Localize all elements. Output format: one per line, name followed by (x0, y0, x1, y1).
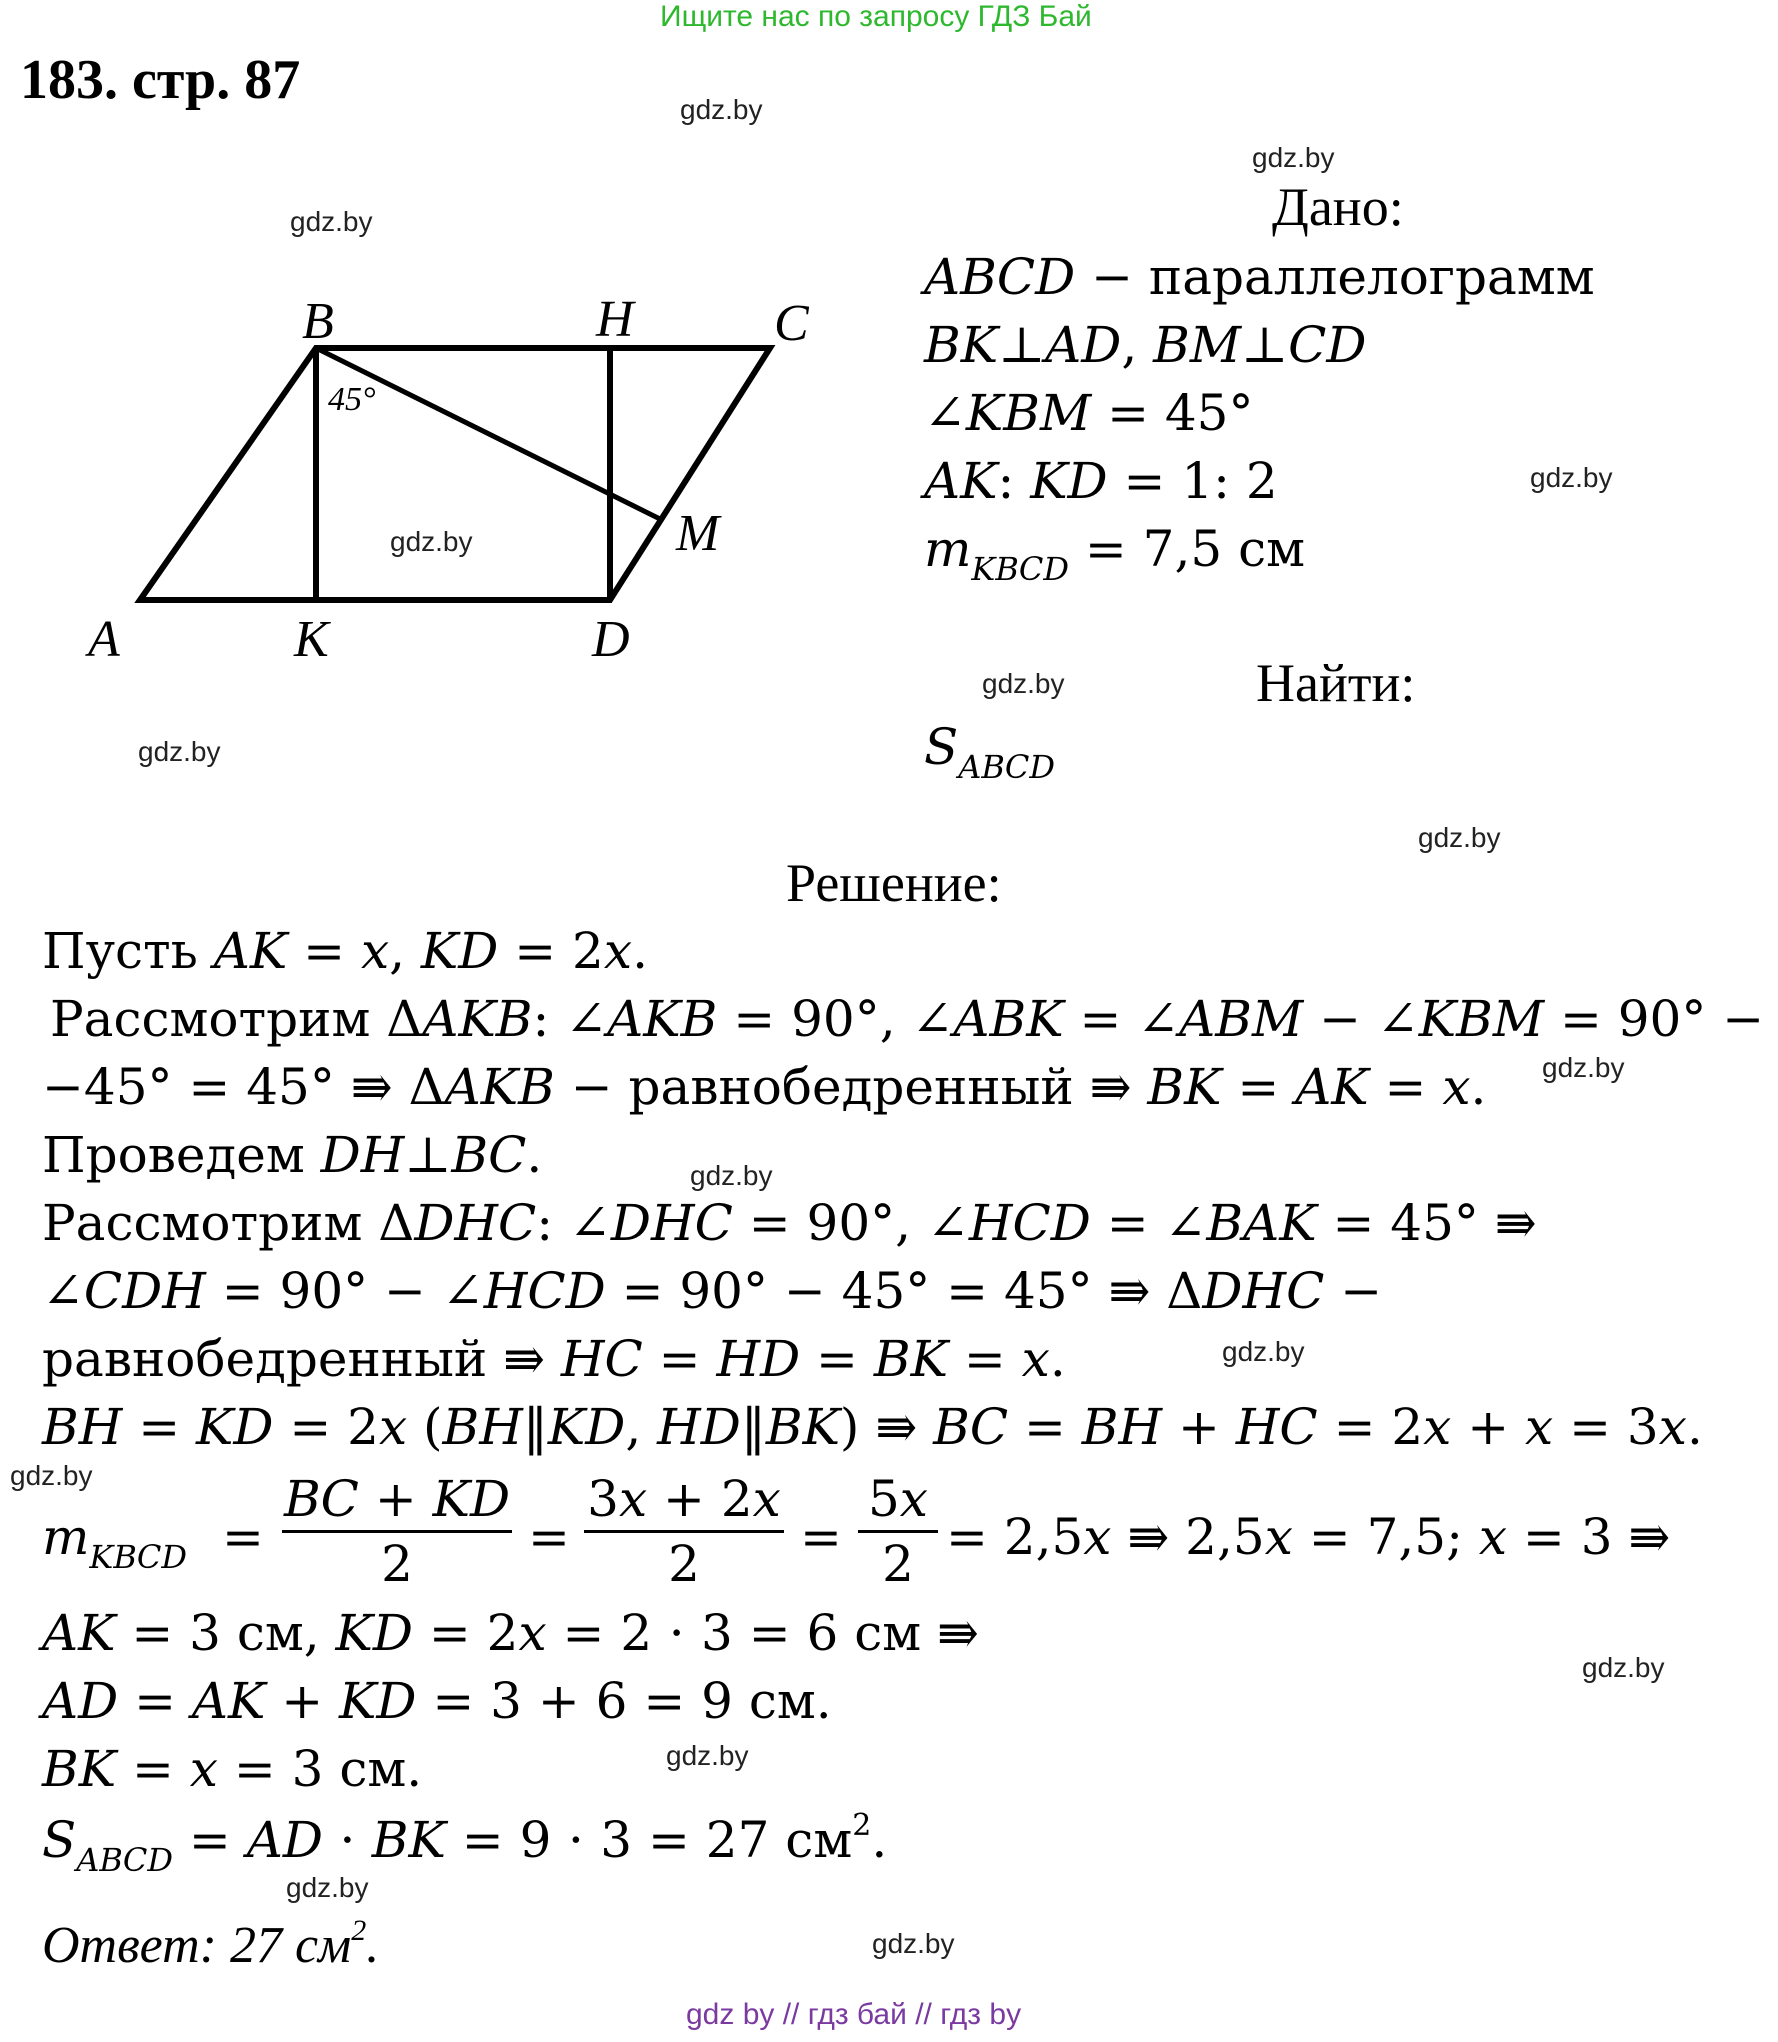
answer-end: . (366, 1917, 380, 1974)
watermark: gdz.by (872, 1928, 955, 1959)
m-subscript: 𝐾𝐵𝐶𝐷 (971, 550, 1069, 588)
parallelogram-figure (80, 280, 840, 680)
solution-line: 𝐵𝐾 = 𝑥 = 3 см. (42, 1740, 423, 1798)
watermark: gdz.by (286, 1872, 369, 1903)
label-a: A (88, 611, 120, 668)
fraction-denominator: 2 (668, 1535, 700, 1593)
given-line: 𝐵𝐾⊥𝐴𝐷, 𝐵𝑀⊥𝐶𝐷 (924, 316, 1367, 374)
solution-line: Проведем 𝐷𝐻⊥𝐵𝐶. (42, 1126, 543, 1184)
equals-sign: = (800, 1508, 842, 1566)
s-subscript: 𝐴𝐵𝐶𝐷 (958, 748, 1056, 786)
label-m: M (676, 505, 720, 562)
watermark: gdz.by (390, 526, 473, 557)
fraction-5x (858, 1468, 938, 1595)
fraction-3x-2x (584, 1468, 784, 1595)
median-symbol (42, 1508, 187, 1576)
watermark: gdz.by (290, 206, 373, 237)
m-symbol: 𝑚 (924, 520, 972, 578)
label-h: H (596, 291, 634, 348)
fraction-tail: = 2,5𝑥 ⇛ 2,5𝑥 = 7,5; 𝑥 = 3 ⇛ (946, 1508, 1671, 1566)
watermark: gdz.by (10, 1460, 93, 1491)
given-line: 𝐴𝐵𝐶𝐷 − параллелограмм (924, 248, 1595, 306)
answer-superscript: 2 (351, 1914, 367, 1947)
fraction-numerator: 𝐵𝐶 + 𝐾𝐷 (283, 1470, 511, 1528)
s-end: . (871, 1811, 888, 1869)
fraction-denominator: 2 (381, 1535, 413, 1593)
solution-line: 𝐴𝐷 = 𝐴𝐾 + 𝐾𝐷 = 3 + 6 = 9 см. (42, 1672, 832, 1730)
solution-line: 𝐵𝐻 = 𝐾𝐷 = 2𝑥 (𝐵𝐻‖𝐾𝐷, 𝐻𝐷‖𝐵𝐾) ⇛ 𝐵𝐶 = 𝐵𝐻 + 𝐻𝐶 = 2𝑥 + 𝑥 = 3𝑥. (42, 1398, 1703, 1456)
fraction-numerator: 3𝑥 + 2𝑥 (587, 1470, 781, 1528)
watermark: gdz.by (666, 1740, 749, 1771)
s-symbol: 𝑆 (42, 1811, 77, 1869)
angle-label: 45° (328, 381, 376, 418)
label-c: C (774, 295, 809, 352)
solution-line: Рассмотрим Δ𝐴𝐾𝐵: ∠𝐴𝐾𝐵 = 90°, ∠𝐴𝐵𝐾 = ∠𝐴𝐵𝑀 − ∠𝐾𝐵𝑀 = 90° − (50, 990, 1765, 1048)
watermark: gdz.by (1542, 1052, 1625, 1083)
watermark: gdz.by (1582, 1652, 1665, 1683)
top-banner[interactable]: Ищите нас по запросу ГДЗ Бай (660, 0, 1092, 33)
m-symbol: 𝑚 (42, 1508, 90, 1566)
label-d: D (592, 611, 630, 668)
page-title: 183. стр. 87 (20, 49, 301, 111)
equals-sign: = (222, 1508, 264, 1566)
given-heading: Дано: (1272, 177, 1404, 237)
solution-heading: Решение: (786, 853, 1002, 913)
given-line: 𝐴𝐾: 𝐾𝐷 = 1: 2 (924, 452, 1278, 510)
find-heading: Найти: (1256, 653, 1416, 713)
watermark: gdz.by (1252, 142, 1335, 173)
given-midline (924, 520, 1305, 588)
watermark: gdz.by (680, 94, 763, 125)
label-k: K (294, 611, 329, 668)
s-superscript: 2 (852, 1808, 872, 1843)
fraction-denominator: 2 (882, 1535, 914, 1593)
watermark: gdz.by (1418, 822, 1501, 853)
fraction-numerator: 5𝑥 (867, 1470, 928, 1528)
fraction-bc-kd (282, 1468, 512, 1595)
area-result (42, 1808, 887, 1879)
answer (42, 1914, 379, 1975)
solution-line: 𝐴𝐾 = 3 см, 𝐾𝐷 = 2𝑥 = 2 ⋅ 3 = 6 см ⇛ (42, 1604, 979, 1662)
solution-line: ∠𝐶𝐷𝐻 = 90° − ∠𝐻𝐶𝐷 = 90° − 45° = 45° ⇛ Δ𝐷𝐻𝐶 − (42, 1262, 1383, 1320)
watermark: gdz.by (1530, 462, 1613, 493)
watermark: gdz.by (1222, 1336, 1305, 1367)
solution-line: Рассмотрим Δ𝐷𝐻𝐶: ∠𝐷𝐻𝐶 = 90°, ∠𝐻𝐶𝐷 = ∠𝐵𝐴𝐾 = 45° ⇛ (42, 1194, 1537, 1252)
given-line: ∠𝐾𝐵𝑀 = 45° (924, 384, 1254, 442)
answer-text: Ответ: 27 см (42, 1917, 352, 1974)
footer-links[interactable]: gdz by // гдз бай // гдз by (686, 1998, 1022, 2031)
solution-line: Пусть 𝐴𝐾 = 𝑥, 𝐾𝐷 = 2𝑥. (42, 922, 648, 980)
s-subscript: 𝐴𝐵𝐶𝐷 (76, 1841, 174, 1879)
solution-line: равнобедренный ⇛ 𝐻𝐶 = 𝐻𝐷 = 𝐵𝐾 = 𝑥. (42, 1330, 1066, 1388)
m-subscript: 𝐾𝐵𝐶𝐷 (89, 1538, 187, 1576)
equals-sign: = (528, 1508, 570, 1566)
solution-line: −45° = 45° ⇛ Δ𝐴𝐾𝐵 − равнобедренный ⇛ 𝐵𝐾 = 𝐴𝐾 = 𝑥. (42, 1058, 1487, 1116)
watermark: gdz.by (982, 668, 1065, 699)
watermark: gdz.by (138, 736, 221, 767)
m-value: = 7,5 см (1068, 520, 1305, 578)
watermark: gdz.by (690, 1160, 773, 1191)
label-b: B (302, 293, 334, 350)
parallelogram-abcd (140, 348, 770, 600)
s-value: = 𝐴𝐷 ⋅ 𝐵𝐾 = 9 ⋅ 3 = 27 см (173, 1811, 853, 1869)
s-symbol: 𝑆 (924, 718, 959, 776)
find-target (924, 718, 1055, 786)
